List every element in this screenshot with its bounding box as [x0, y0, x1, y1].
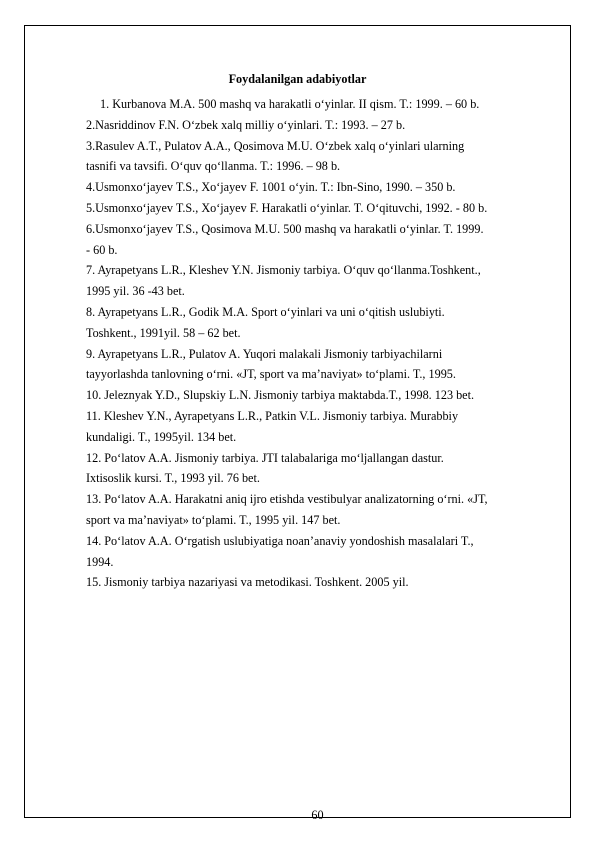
reference-line: sport va ma’naviyat» to‘plami. T., 1995 yil. 147 bet.	[86, 512, 341, 527]
reference-line: tayyorlashda tanlovning o‘rni. «JT, sport va ma’naviyat» to‘plami. T., 1995.	[86, 367, 456, 382]
reference-line: 1. Kurbanova M.A. 500 mashq va harakatli o‘yinlar. II qism. T.: 1999. – 60 b.	[100, 97, 480, 111]
reference-line: 15. Jismoniy tarbiya nazariyasi va metodikasi. Toshkent. 2005 yil.	[86, 575, 409, 590]
reference-line: 9. Ayrapetyans L.R., Pulatov A. Yuqori malakali Jismoniy tarbiyachilarni	[86, 346, 443, 361]
reference-line: 2.Nasriddinov F.N. O‘zbek xalq milliy o‘yinlari. T.: 1993. – 27 b.	[86, 117, 406, 132]
reference-line: 3.Rasulev A.T., Pulatov A.A., Qosimova M.U. O‘zbek xalq o‘yinlari ularning	[86, 138, 465, 153]
reference-line: 8. Ayrapetyans L.R., Godik M.A. Sport o‘yinlari va uni o‘qitish uslubiyti.	[86, 304, 445, 319]
reference-line: 13. Po‘latov A.A. Harakatni aniq ijro etishda vestibulyar analizatorning o‘rni. «JT,	[86, 492, 488, 507]
reference-line: Ixtisoslik kursi. T., 1993 yil. 76 bet.	[86, 471, 260, 486]
reference-line: 5.Usmonxo‘jayev T.S., Xo‘jayev F. Harakatli o‘yinlar. T. O‘qituvchi, 1992. - 80 b.	[86, 200, 488, 215]
reference-line: 6.Usmonxo‘jayev T.S., Qosimova M.U. 500 mashq va harakatli o‘yinlar. T. 1999.	[86, 221, 484, 236]
reference-line: 10. Jeleznyak Y.D., Slupskiy L.N. Jismoniy tarbiya maktabda.T., 1998. 123 bet.	[86, 388, 475, 403]
page-title: Foydalanilgan adabiyotlar	[228, 72, 367, 86]
reference-line: - 60 b.	[86, 242, 118, 257]
reference-line: 11. Kleshev Y.N., Ayrapetyans L.R., Patkin V.L. Jismoniy tarbiya. Murabbiy	[86, 408, 459, 423]
reference-line: 4.Usmonxo‘jayev T.S., Xo‘jayev F. 1001 o‘yin. T.: Ibn-Sino, 1990. – 350 b.	[86, 180, 456, 195]
reference-line: 12. Po‘latov A.A. Jismoniy tarbiya. JTI talabalariga mo‘ljallangan dastur.	[86, 450, 444, 465]
reference-list	[86, 96, 558, 595]
reference-line: 1994.	[86, 554, 114, 569]
reference-line: tasnifi va tavsifi. O‘quv qo‘llanma. T.: 1996. – 98 b.	[86, 159, 341, 174]
reference-line: 14. Po‘latov A.A. O‘rgatish uslubiyatiga noan’anaviy yondoshish masalalari T.,	[86, 533, 474, 548]
reference-line: kundaligi. T., 1995yil. 134 bet.	[86, 429, 237, 444]
reference-line: 7. Ayrapetyans L.R., Kleshev Y.N. Jismoniy tarbiya. O‘quv qo‘llanma.Toshkent.,	[86, 263, 481, 278]
page-number: 60	[311, 808, 324, 822]
reference-line: 1995 yil. 36 -43 bet.	[86, 284, 185, 299]
reference-line: Toshkent., 1991yil. 58 – 62 bet.	[86, 325, 241, 340]
